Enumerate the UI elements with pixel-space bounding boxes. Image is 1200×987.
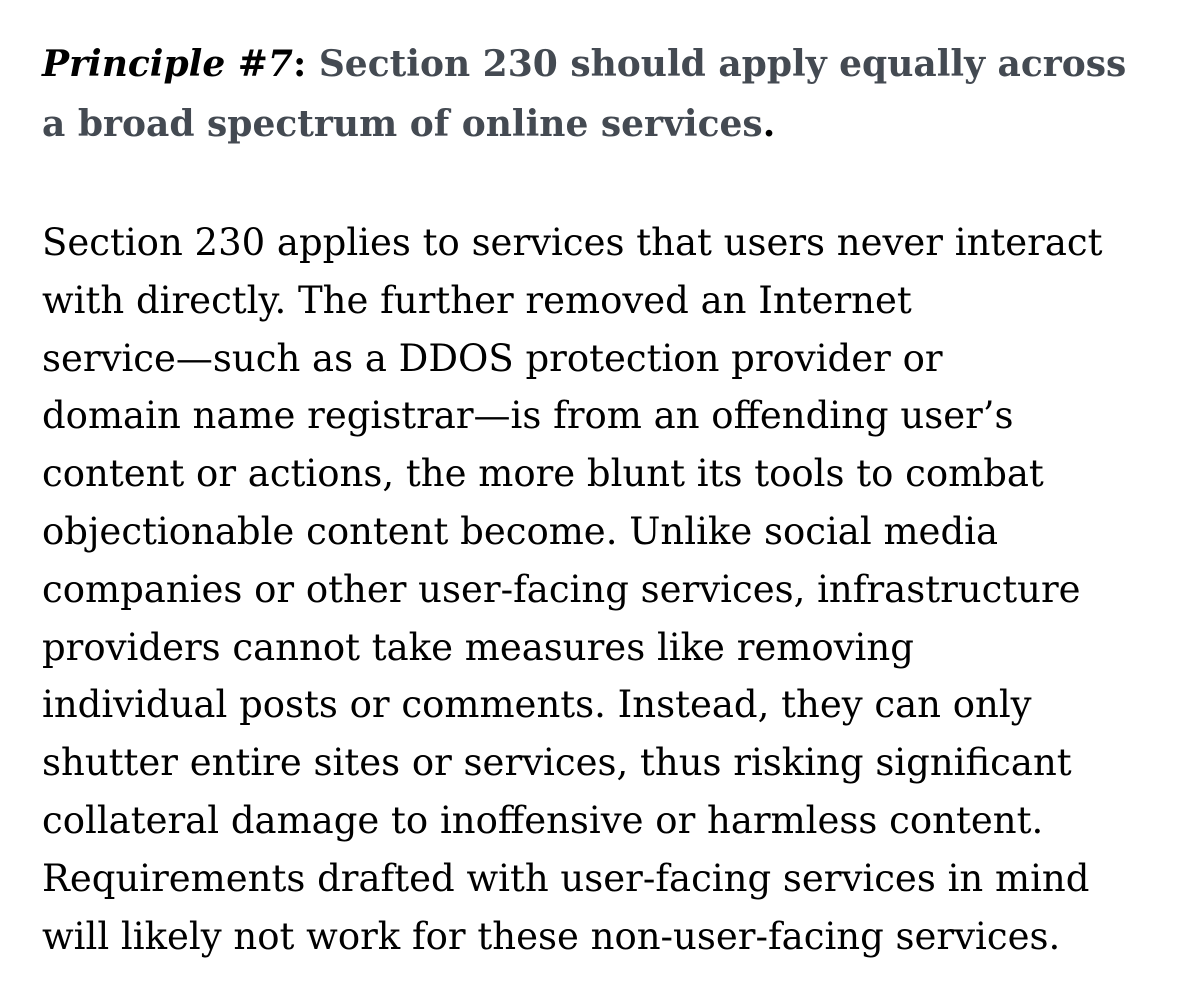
principle-label: Principle #7 (42, 43, 293, 85)
paragraph-line: objectionable content become. Unlike social media (42, 509, 999, 553)
paragraph-line: collateral damage to inoffensive or harmless content. (42, 798, 1044, 842)
body-paragraph (42, 214, 1182, 965)
paragraph-line: content or actions, the more blunt its tools to combat (42, 452, 1044, 496)
paragraph-line: Section 230 applies to services that users never interact (42, 221, 1103, 264)
heading-end-mark: . (762, 103, 776, 145)
principle-heading (42, 34, 1182, 154)
paragraph-line: shutter entire sites or services, thus risking significant (42, 741, 1072, 785)
paragraph-line: service—such as a DDOS protection provider or (42, 336, 943, 380)
paragraph-line: with directly. The further removed an Internet (42, 278, 912, 322)
paragraph-line: will likely not work for these non-user-facing services. (42, 914, 1061, 958)
paragraph-line: Requirements drafted with user-facing services in mind (42, 856, 1090, 900)
paragraph-line: providers cannot take measures like removing (42, 625, 914, 669)
heading-separator: : (292, 43, 319, 85)
paragraph-line: companies or other user-facing services, infrastructure (42, 567, 1081, 611)
document-excerpt (42, 34, 1182, 965)
paragraph-line: individual posts or comments. Instead, they can only (42, 683, 1032, 727)
paragraph-line: domain name registrar—is from an offending user’s (42, 394, 1014, 438)
principle-title-line-2: a broad spectrum of online services (42, 103, 763, 145)
principle-title-line-1: Section 230 should apply equally across (318, 43, 1127, 85)
